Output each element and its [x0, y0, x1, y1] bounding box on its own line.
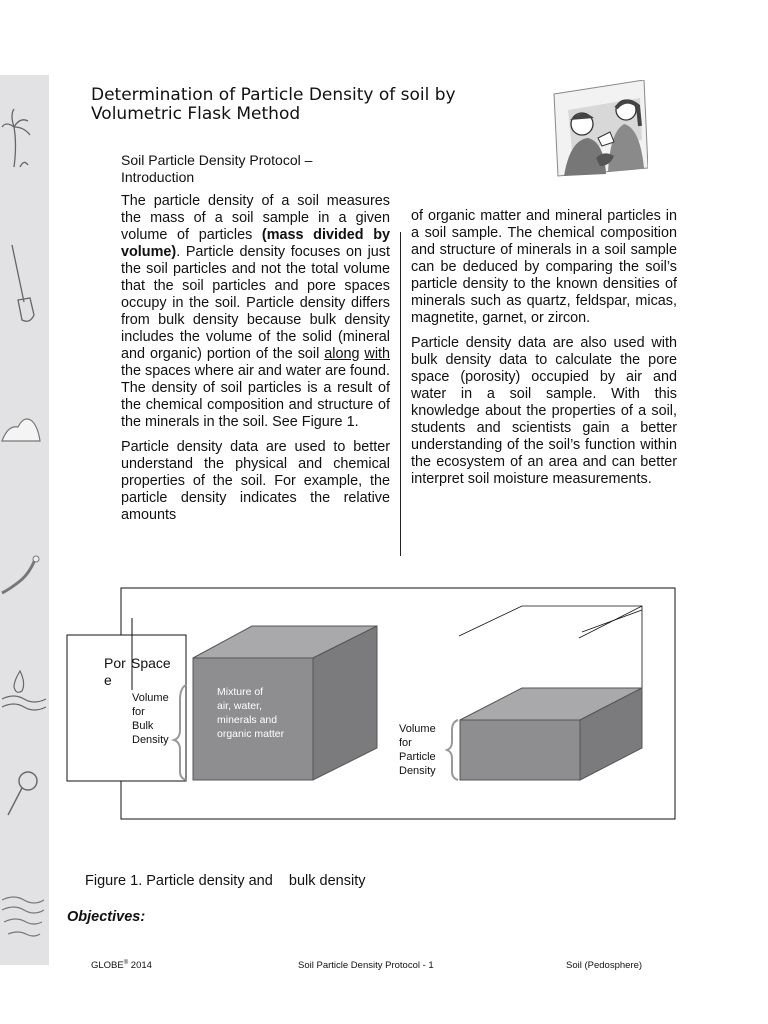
footer-left [91, 960, 152, 971]
text-run: The particle density of a soil measures the mass of a soil sample in a given volume of particles [121, 193, 390, 243]
text-run: . Particle density focuses on just the soil particles and not the total volume that the soil particles and pore spaces occupy in the soil. Particle density differs from bulk density because bulk density includes the volume of the solid (mineral and organic) portion of the soil [121, 244, 390, 362]
mixture-label: minerals and [217, 714, 278, 726]
footer-right: Soil (Pedosphere) [566, 960, 643, 971]
soil-mound-icon [0, 405, 49, 445]
mixture-label: Mixture of [217, 686, 264, 698]
paragraph: of organic matter and mineral particles in a soil sample. The chemical composition and structure of minerals in a soil sample can be deduced by comparing the soil’s particle density to the known densities of minerals such as quartz, feldspar, micas, magnetite, garnet, or zircon. [411, 208, 677, 326]
magnifier-icon [0, 765, 49, 825]
pore-label: Por [104, 655, 126, 671]
students-illustration [548, 80, 648, 180]
figure-caption: Figure 1. Particle density and bulk density [85, 873, 366, 889]
mixture-label: air, water, [217, 700, 262, 712]
bulk-label: for [132, 706, 145, 718]
mixture-label: organic matter [217, 728, 285, 740]
text-run: the spaces where air and water are found. The density of soil particles is a result of the chemical composition and structure of the minerals in the soil. See Figure 1. [121, 363, 390, 430]
pore-label: e [104, 672, 112, 688]
slab-front [460, 720, 580, 780]
palm-tree-icon [0, 105, 49, 175]
paragraph [121, 193, 390, 431]
paragraph: Particle density data are also used with bulk density data to calculate the pore space (porosity) occupied by air and water in a soil sample. With this knowledge about the properties of a soil, students and scientists gain a better understanding of the soil’s function within the ecosystem of an area and can better interpret soil moisture measurements. [411, 335, 677, 487]
particle-label: Volume [399, 723, 436, 735]
soil-layers-icon [0, 890, 49, 945]
objectives-heading: Objectives: [67, 909, 146, 925]
text-column-right [411, 208, 677, 496]
bulk-label: Density [132, 734, 169, 746]
footer-center: Soil Particle Density Protocol - 1 [298, 960, 434, 971]
section-subheading: Soil Particle Density Protocol – Introduction [121, 152, 313, 185]
underlined-text: with [364, 346, 391, 362]
density-figure [60, 580, 680, 825]
sidebar-strip [0, 75, 49, 965]
bold-text: (mass divided by volume) [121, 227, 390, 260]
particle-label: for [399, 737, 412, 749]
volume-outline [459, 606, 642, 636]
particle-label: Particle [399, 751, 436, 763]
page-title: Determination of Particle Density of soil by Volumetric Flask Method [91, 85, 456, 124]
water-drop-icon [0, 665, 49, 725]
underlined-text: along [324, 346, 360, 362]
volume-outline [579, 606, 642, 700]
footer-brand: GLOBE [91, 960, 124, 972]
footer-year: 2014 [128, 960, 152, 972]
space-label: Space [131, 655, 171, 671]
registered-mark: ® [123, 960, 129, 966]
shovel-icon [0, 240, 49, 330]
text-column-left [121, 193, 390, 532]
paragraph: Particle density data are used to better understand the physical and chemical properties of the soil. For example, the particle density indicates the relative amounts [121, 439, 390, 523]
volume-outline [582, 610, 642, 632]
bulk-label: Bulk [132, 720, 154, 732]
column-divider [400, 232, 401, 556]
root-icon [0, 553, 49, 603]
bulk-label: Volume [132, 692, 169, 704]
particle-brace [447, 720, 458, 780]
particle-label: Density [399, 765, 436, 777]
